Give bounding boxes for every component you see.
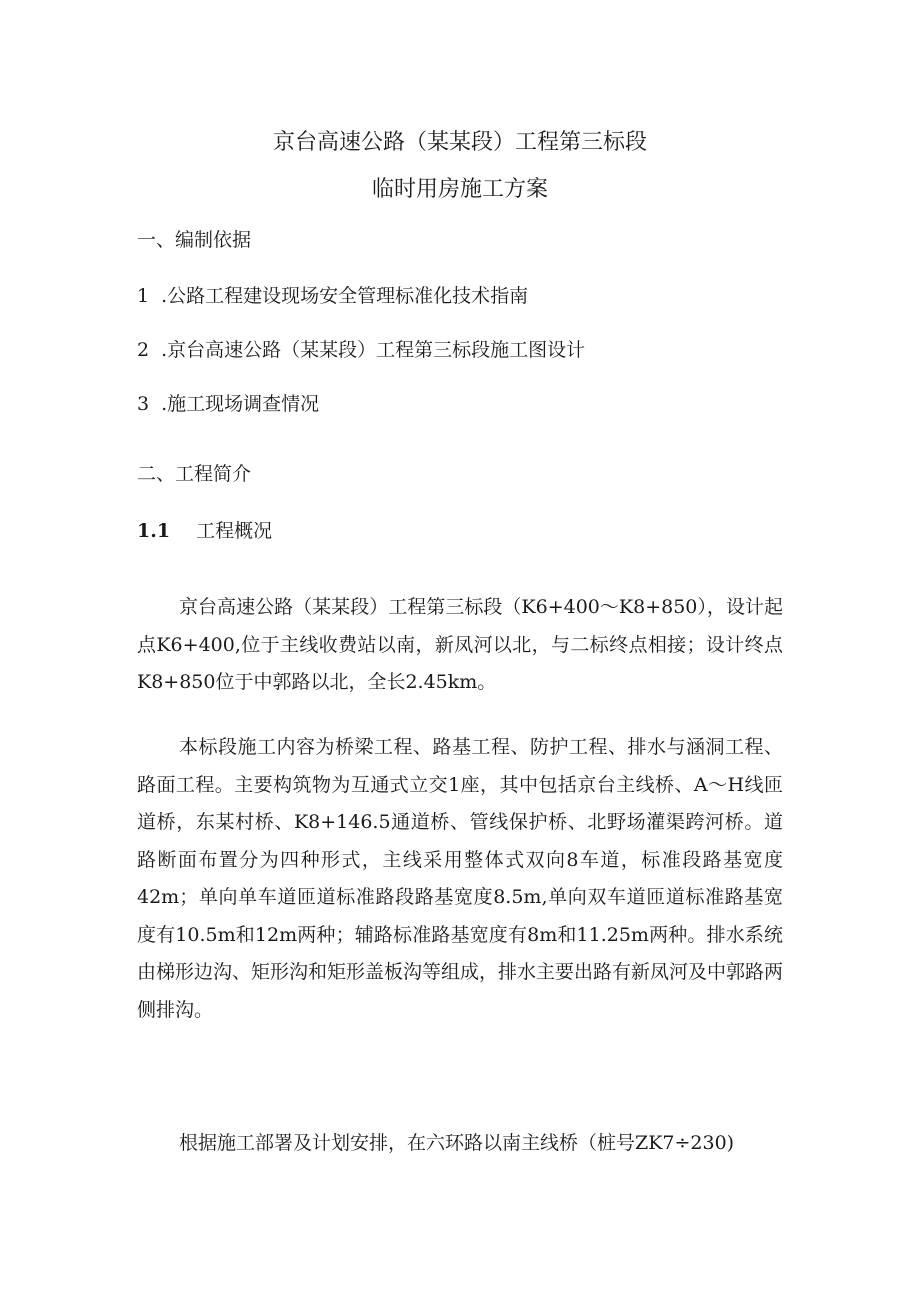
basis-item-3 [137, 395, 319, 414]
basis-item-2-number: 2 [137, 339, 150, 361]
basis-item-1-text: .公路工程建设现场安全管理标准化技术指南 [161, 285, 529, 307]
basis-item-2 [137, 341, 585, 360]
overview-paragraph-3: 根据施工部署及计划安排，在六环路以南主线桥（桩号ZK7÷230) [179, 1132, 735, 1154]
subsection-title: 工程概况 [196, 520, 273, 542]
basis-item-1-number: 1 [137, 285, 150, 307]
document-title-line1: 京台高速公路（某某段）工程第三标段 [272, 130, 647, 155]
overview-paragraph-2: 本标段施工内容为桥梁工程、路基工程、防护工程、排水与涵洞工程、路面工程。主要构筑物为互通式立交1座，其中包括京台主线桥、A～H线匝道桥，东某村桥、K8+146.5通道桥、管线保护桥、北野场灌渠跨河桥。道路断面布置分为四种形式，主线采用整体式双向8车道，标准段路基宽度42m；单向单车道匝道标准路段路基宽度8.5m,单向双车道匝道标准路基宽度有10.5m和12m两种；辅路标准路基宽度有8m和11.25m两种。排水系统由梯形边沟、矩形沟和矩形盖板沟等组成，排水主要出路有新凤河及中郭路两侧排沟。 [137, 736, 784, 1021]
overview-paragraph-1: 京台高速公路（某某段）工程第三标段（K6+400～K8+850），设计起点K6+400,位于主线收费站以南，新凤河以北，与二标终点相接；设计终点K8+850位于中郭路以北，全长2.45km。 [137, 596, 783, 693]
basis-item-3-number: 3 [137, 393, 150, 415]
section1-heading: 一、编制依据 [137, 229, 252, 251]
basis-item-2-text: .京台高速公路（某某段）工程第三标段施工图设计 [161, 339, 586, 361]
section2-heading: 二、工程简介 [137, 463, 252, 485]
document-title-line2: 临时用房施工方案 [371, 177, 548, 202]
basis-item-1 [137, 287, 528, 306]
subsection-number: 1.1 [137, 520, 171, 542]
basis-item-3-text: .施工现场调查情况 [161, 393, 320, 415]
subsection-heading [137, 522, 272, 541]
